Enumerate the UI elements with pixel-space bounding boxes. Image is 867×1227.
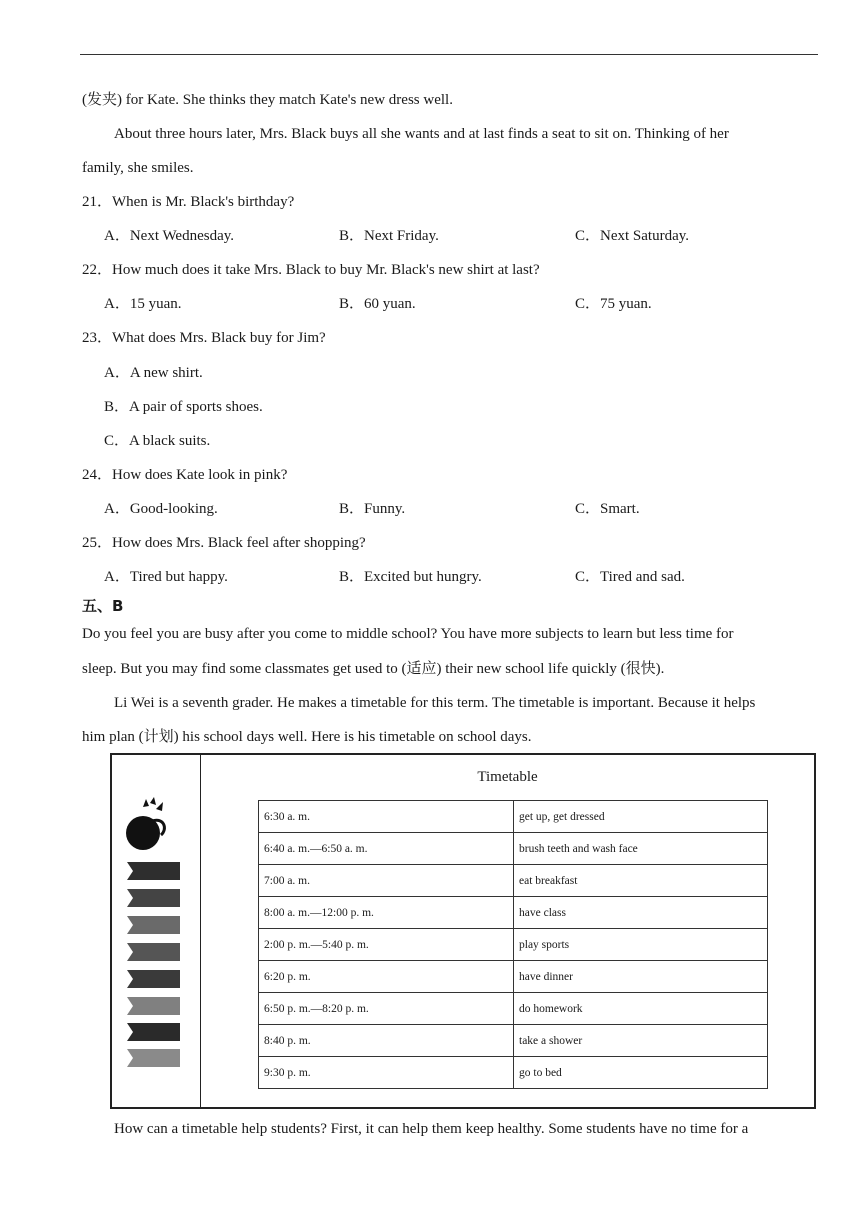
passage-b-line-5: How can a timetable help students? First, it can help them keep healthy. Some students have no time for a bbox=[114, 1121, 749, 1137]
q24-option-a: A．Good-looking. bbox=[104, 501, 218, 517]
time-cell: 6:40 a. m.—6:50 a. m. bbox=[259, 833, 514, 865]
passage-a-line-3: family, she smiles. bbox=[82, 160, 194, 176]
time-cell: 7:00 a. m. bbox=[259, 865, 514, 897]
activity-cell: have class bbox=[514, 897, 768, 929]
ribbon-stripes bbox=[127, 862, 180, 1067]
time-cell: 8:00 a. m.—12:00 p. m. bbox=[259, 897, 514, 929]
q22-option-c: C．75 yuan. bbox=[575, 296, 652, 312]
table-row bbox=[259, 865, 768, 897]
activity-cell: have dinner bbox=[514, 961, 768, 993]
activity-cell: play sports bbox=[514, 929, 768, 961]
time-cell: 9:30 p. m. bbox=[259, 1057, 514, 1089]
table-row bbox=[259, 961, 768, 993]
time-cell: 6:30 a. m. bbox=[259, 801, 514, 833]
q24-option-c: C．Smart. bbox=[575, 501, 640, 517]
activity-cell: take a shower bbox=[514, 1025, 768, 1057]
q21-option-b: B．Next Friday. bbox=[339, 228, 439, 244]
question-22: 22．How much does it take Mrs. Black to buy Mr. Black's new shirt at last? bbox=[82, 262, 540, 278]
activity-cell: go to bed bbox=[514, 1057, 768, 1089]
time-cell: 6:50 p. m.—8:20 p. m. bbox=[259, 993, 514, 1025]
activity-cell: eat breakfast bbox=[514, 865, 768, 897]
q25-option-b: B．Excited but hungry. bbox=[339, 569, 482, 585]
q25-option-a: A．Tired but happy. bbox=[104, 569, 228, 585]
timetable-figure bbox=[110, 753, 816, 1109]
q24-option-b: B．Funny. bbox=[339, 501, 406, 517]
passage-a-line-1: (发夹) for Kate. She thinks they match Kate's new dress well. bbox=[82, 92, 453, 108]
question-23: 23．What does Mrs. Black buy for Jim? bbox=[82, 330, 326, 346]
table-row bbox=[259, 1057, 768, 1089]
time-cell: 2:00 p. m.—5:40 p. m. bbox=[259, 929, 514, 961]
passage-b-line-3: Li Wei is a seventh grader. He makes a timetable for this term. The timetable is important. Because it helps bbox=[114, 695, 756, 711]
table-row bbox=[259, 897, 768, 929]
q25-option-c: C．Tired and sad. bbox=[575, 569, 685, 585]
activity-cell: brush teeth and wash face bbox=[514, 833, 768, 865]
decorative-panel bbox=[112, 755, 201, 1107]
time-cell: 8:40 p. m. bbox=[259, 1025, 514, 1057]
header-rule bbox=[80, 54, 818, 55]
time-cell: 6:20 p. m. bbox=[259, 961, 514, 993]
q21-option-c: C．Next Saturday. bbox=[575, 228, 690, 244]
timetable-title: Timetable bbox=[477, 769, 538, 785]
q22-option-b: B．60 yuan. bbox=[339, 296, 416, 312]
q22-option-a: A．15 yuan. bbox=[104, 296, 182, 312]
passage-b-line-4: him plan (计划) his school days well. Here is his timetable on school days. bbox=[82, 729, 532, 745]
table-row bbox=[259, 801, 768, 833]
alarm-clock-icon bbox=[126, 797, 164, 850]
question-21: 21．When is Mr. Black's birthday? bbox=[82, 194, 295, 210]
passage-b-line-2: sleep. But you may find some classmates get used to (适应) their new school life quickly (很快). bbox=[82, 661, 665, 677]
table-row bbox=[259, 1025, 768, 1057]
question-24: 24．How does Kate look in pink? bbox=[82, 467, 288, 483]
q23-option-c: C．A black suits. bbox=[104, 433, 211, 449]
q23-option-a: A．A new shirt. bbox=[104, 365, 203, 381]
section-heading: 五、B bbox=[82, 597, 124, 615]
timetable-table bbox=[258, 800, 768, 1089]
table-row bbox=[259, 833, 768, 865]
table-row bbox=[259, 993, 768, 1025]
activity-cell: get up, get dressed bbox=[514, 801, 768, 833]
passage-a-line-2: About three hours later, Mrs. Black buys all she wants and at last finds a seat to sit on. Thinking of her bbox=[114, 126, 729, 142]
q21-option-a: A．Next Wednesday. bbox=[104, 228, 235, 244]
activity-cell: do homework bbox=[514, 993, 768, 1025]
question-25: 25．How does Mrs. Black feel after shopping? bbox=[82, 535, 366, 551]
clock-ribbon-illustration bbox=[112, 755, 198, 1107]
q23-option-b: B．A pair of sports shoes. bbox=[104, 399, 263, 415]
passage-b-line-1: Do you feel you are busy after you come to middle school? You have more subjects to learn but less time for bbox=[82, 626, 734, 642]
table-row bbox=[259, 929, 768, 961]
